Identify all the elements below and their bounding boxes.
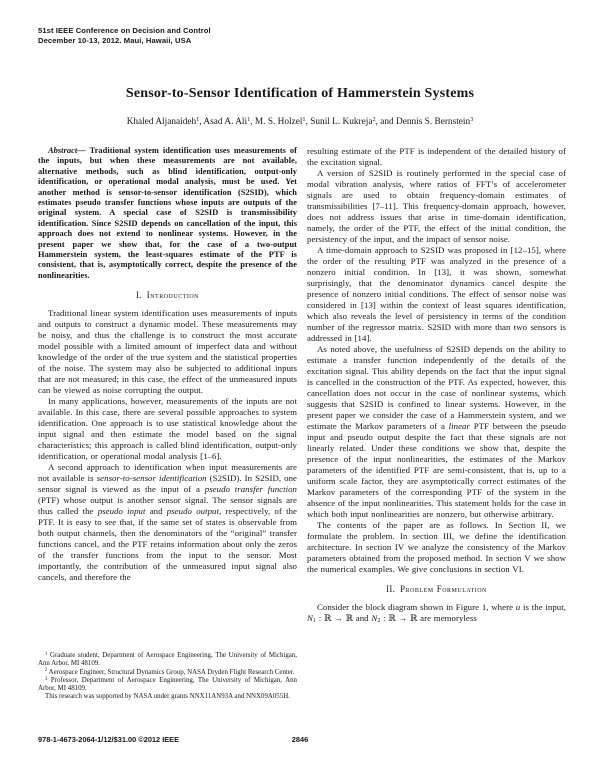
section-number: I.: [135, 290, 142, 301]
body-paragraph: [307, 146, 566, 168]
text-segment: 2: [377, 618, 381, 625]
text-segment: (PTF) whose output is another sensor signal. The sensor signals are thus called the: [38, 495, 297, 517]
text-segment: Abstract—: [48, 146, 90, 155]
text-segment: is the input,: [520, 602, 566, 612]
text-segment: N: [307, 613, 313, 623]
text-segment: Traditional linear system identification uses measurements of inputs and outputs to construct a dynamic model. These measurements may be noisy, and thus the challenge is to construct the most accurate model possible with a limited amount of imperfect data and without knowledge of the order of the true system and the statistical properties of the noise. The system may also be subjected to additional inputs that are not measured; in this case, the effect of the unmeasured inputs can be viewed as noise corrupting the output.: [38, 308, 297, 396]
body-paragraph: [307, 520, 566, 575]
text-segment: , M. S. Holzel: [250, 117, 303, 127]
footnote: [38, 669, 297, 677]
text-segment: 2: [45, 668, 48, 674]
footnote: [38, 693, 297, 701]
body-paragraph: [38, 308, 297, 396]
body-paragraph: [307, 602, 566, 624]
text-segment: Consider the block diagram shown in Figure 1, where: [317, 602, 516, 612]
text-segment: 1: [247, 116, 251, 124]
text-segment: A second approach to identification when input measurements are not available is: [38, 462, 297, 484]
text-segment: , Sunil L. Kukreja: [305, 117, 373, 127]
text-segment: (S2SID). In S2SID, one sensor signal is viewed as the input of a: [38, 473, 297, 495]
text-segment: pseudo transfer function: [204, 484, 297, 495]
text-segment: linear: [448, 421, 470, 431]
footnote: [38, 652, 297, 669]
text-segment: Professor, Department of Aerospace Engineering, The University of Michigan, Ann Arbor, MI 48109.: [38, 676, 297, 693]
text-segment: PTF between the pseudo input and pseudo output despite the fact that these signals are not linearly related. Under these conditions we show that, despite the presence of the input nonlinearities, the estimates of the Markov parameters of the identified PTF are semi-consistent, that is, up to a uniform scale factor, they are asymptotically correct estimates of the Markov parameters of the corresponding PTF of the system in the absence of the input nonlinearities. This statement holds for the case in which both input nonlinearities are nonzero, but otherwise arbitrary.: [307, 421, 566, 519]
conference-name: 51st IEEE Conference on Decision and Control: [38, 26, 211, 35]
text-segment: 3: [45, 676, 48, 682]
body-paragraph: [307, 168, 566, 245]
text-segment: Traditional system identification uses measurements of the inputs, but when these measurements are not available, alternative methods, such as blind identification, output-only identification, or operational modal analysis, must be used. Yet another method is sensor-to-sensor identification (S2SID), which estimates pseudo transfer functions whose inputs are outputs of the original system. A special case of S2SID is transmissibility identification. Since S2SID depends on cancellation of the input, this approach does not extend to nonlinear systems. However, in the present paper we show that, for the case of a two-output Hammerstein system, the least-squares estimate of the PTF is consistent, that is, asymptotically correct, despite the presence of the nonlinearities.: [38, 146, 297, 280]
section-number: II.: [386, 584, 396, 594]
section-title: Problem Formulation: [400, 584, 487, 594]
text-segment: As noted above, the usefulness of S2SID depends on the ability to estimate a transfer function independently of the details of the excitation signal. This ability depends on the fact that the input signal is cancelled in the construction of the PTF. As expected, however, this cancellation does not occur in the case of nonlinear systems, which suggests that S2SID is confined to linear systems. However, in the present paper we consider the case of a Hammerstein system, and we estimate the Markov parameters of a: [307, 344, 566, 431]
text-segment: Graduate student, Department of Aerospace Engineering, The University of Michigan, Ann Arbor, MI 48109.: [38, 652, 297, 668]
authors-line: [0, 117, 600, 127]
text-segment: 1: [196, 116, 200, 124]
footer-page-number: 2846: [291, 735, 309, 744]
footnotes-block: [38, 652, 297, 702]
text-segment: 1: [45, 651, 48, 657]
text-segment: , respectively, of the PTF. It is easy to see that, if the same set of states is observable from both output channels, then the denominators of the “original” transfer functions cancel, and the PTF retains information about only the zeros of the transfer functions from the input to the sensor. Most importantly, the contribution of the unmeasured input signal also cancels, and therefore the: [38, 506, 297, 583]
text-segment: Khaled Aljanaideh: [126, 117, 197, 127]
text-segment: : ℝ → ℝ and: [315, 613, 372, 623]
text-segment: 2: [372, 116, 376, 124]
text-segment: This research was supported by NASA under grants NNX11AN93A and NNX09A055H.: [45, 693, 290, 701]
column-left: [38, 146, 297, 646]
conference-header: [38, 26, 211, 45]
conference-date-location: December 10-13, 2012. Maui, Hawaii, USA: [38, 35, 192, 45]
text-segment: Aerospace Engineer, Structural Dynamics Group, NASA Dryden Flight Research Center.: [47, 668, 295, 676]
text-segment: sensor-to-sensor identification: [96, 473, 207, 484]
page-title: Sensor-to-Sensor Identification of Hammerstein Systems: [125, 86, 475, 101]
text-segment: 1: [312, 618, 316, 625]
text-segment: pseudo output: [166, 506, 219, 517]
body-paragraph: [307, 245, 566, 344]
footnote: [38, 677, 297, 694]
text-segment: : ℝ → ℝ are memoryless: [380, 613, 477, 623]
body-paragraph: [38, 462, 297, 583]
text-segment: 3: [470, 116, 474, 124]
text-segment: and: [145, 506, 167, 517]
section-heading: [38, 290, 297, 301]
text-segment: u: [515, 602, 521, 612]
text-segment: A version of S2SID is routinely performed in the special case of modal vibration analysis, where ratios of FFT’s of accelerometer signals are used to obtain frequency-domain estimates of transmissibilities [7–11]. This frequency-domain approach, however, does not address issues that arise in time-domain identification, namely, the order of the PTF, the effect of the initial condition, the persistency of the input, and the impact of sensor noise.: [307, 168, 566, 244]
text-segment: 1: [302, 116, 306, 124]
text-segment: A time-domain approach to S2SID was proposed in [12–15], where the order of the resulting PTF was analyzed in the presence of a nonzero initial condition. In [13], it was shown, somewhat surprisingly, that the denominator dynamics cancel despite the presence of nonzero initial conditions. The effect of sensor noise was considered in [13] within the context of least squares identification, which also reveals the level of persistency in terms of the condition number of the regressor matrix. S2SID with more than two sensors is addressed in [14].: [307, 245, 566, 343]
body-paragraph: [38, 396, 297, 462]
column-right: [307, 146, 566, 724]
section-title: Introduction: [146, 290, 200, 301]
text-segment: resulting estimate of the PTF is independent of the detailed history of the excitation signal.: [307, 146, 566, 167]
text-segment: , Asad A. Ali: [199, 117, 248, 127]
text-segment: N: [371, 613, 378, 623]
text-segment: pseudo input: [97, 506, 146, 517]
text-segment: The contents of the paper are as follows. In Section II, we formulate the problem. In section III, we define the identification architecture. In section IV we analyze the consistency of the Markov parameters obtained from the proposed method. In section V we show the numerical examples. We give conclusions in section VI.: [307, 520, 566, 574]
footer-copyright: 978-1-4673-2064-1/12/$31.00 ©2012 IEEE: [38, 735, 180, 744]
abstract-paragraph: [38, 146, 297, 281]
text-segment: In many applications, however, measurements of the inputs are not available. In this case, there are several possible approaches to system identification. One approach is to use statistical knowledge about the input signal and then estimate the model based on the signal characteristics; this approach is called blind identification, output-only identification, or operational modal analysis [1–6].: [38, 396, 297, 462]
body-paragraph: [307, 344, 566, 520]
text-segment: , and Dennis S. Bernstein: [375, 117, 471, 127]
section-heading: [307, 584, 566, 595]
